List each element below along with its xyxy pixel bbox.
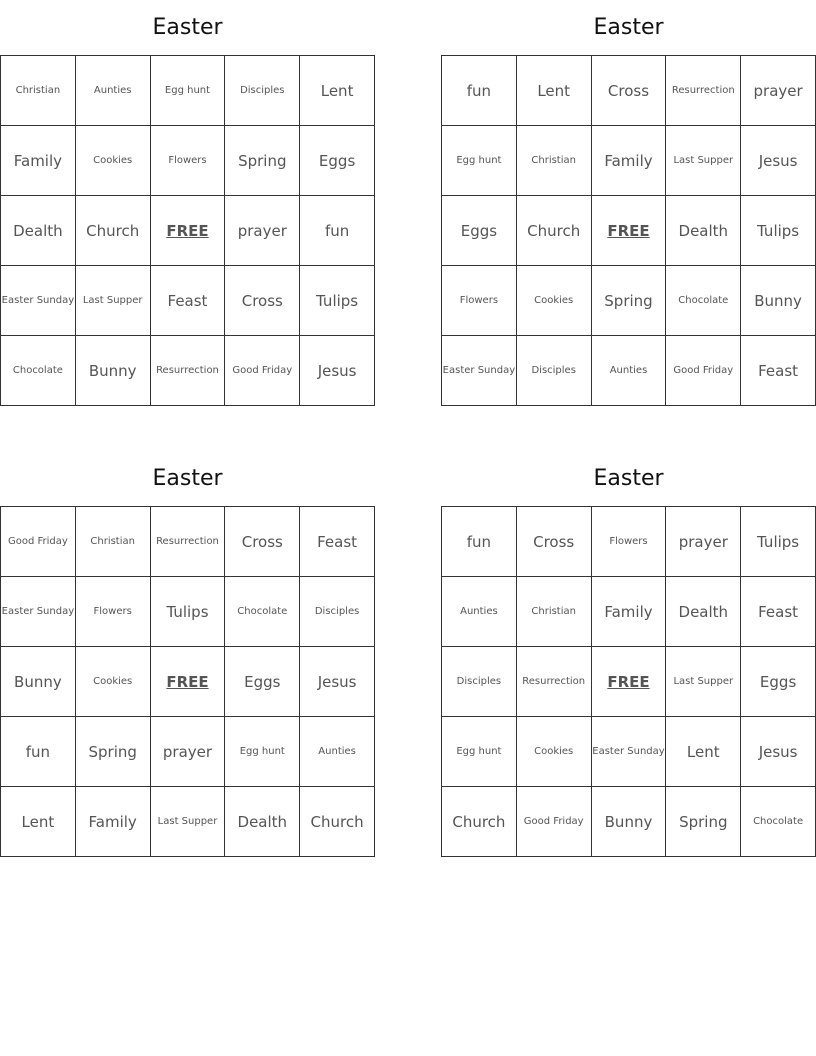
bingo-cell: Family — [592, 577, 667, 647]
bingo-cell: Eggs — [300, 126, 375, 196]
bingo-cell: Last Supper — [151, 787, 226, 857]
bingo-cell: Good Friday — [225, 336, 300, 406]
bingo-cell: Easter Sunday — [1, 577, 76, 647]
bingo-cell: Disciples — [300, 577, 375, 647]
bingo-cell: Resurrection — [151, 336, 226, 406]
bingo-cell: prayer — [225, 196, 300, 266]
bingo-cell: Church — [300, 787, 375, 857]
bingo-cell: prayer — [741, 56, 816, 126]
free-space-cell: FREE — [592, 647, 667, 717]
bingo-cell: Good Friday — [1, 507, 76, 577]
bingo-cell: Family — [76, 787, 151, 857]
bingo-cell: Aunties — [76, 56, 151, 126]
card-title: Easter — [593, 466, 664, 491]
bingo-cell: Resurrection — [666, 56, 741, 126]
bingo-cell: Lent — [300, 56, 375, 126]
bingo-cell: fun — [300, 196, 375, 266]
bingo-cell: Chocolate — [225, 577, 300, 647]
bingo-cell: Last Supper — [666, 126, 741, 196]
bingo-cell: Eggs — [225, 647, 300, 717]
bingo-cell: Spring — [592, 266, 667, 336]
bingo-cell: Spring — [76, 717, 151, 787]
card-title: Easter — [152, 15, 223, 40]
bingo-cell: Cross — [225, 266, 300, 336]
bingo-cell: Church — [517, 196, 592, 266]
bingo-cell: Dealth — [225, 787, 300, 857]
bingo-cell: Last Supper — [666, 647, 741, 717]
bingo-cell: Flowers — [76, 577, 151, 647]
bingo-cell: Lent — [666, 717, 741, 787]
bingo-cell: Bunny — [741, 266, 816, 336]
bingo-cell: Feast — [741, 577, 816, 647]
bingo-cell: Cross — [592, 56, 667, 126]
bingo-cell: fun — [1, 717, 76, 787]
free-space-cell: FREE — [592, 196, 667, 266]
bingo-cell: Egg hunt — [442, 126, 517, 196]
bingo-card-3 — [0, 451, 375, 857]
bingo-cell: Aunties — [592, 336, 667, 406]
bingo-cell: Flowers — [592, 507, 667, 577]
bingo-card-1 — [0, 0, 375, 406]
bingo-cell: prayer — [151, 717, 226, 787]
bingo-cell: Feast — [300, 507, 375, 577]
card-title: Easter — [152, 466, 223, 491]
bingo-cell: prayer — [666, 507, 741, 577]
bingo-cell: Cookies — [76, 126, 151, 196]
bingo-cell: Easter Sunday — [442, 336, 517, 406]
bingo-cell: fun — [442, 56, 517, 126]
bingo-cell: Disciples — [442, 647, 517, 717]
bingo-cell: Flowers — [151, 126, 226, 196]
bingo-cell: Easter Sunday — [592, 717, 667, 787]
bingo-cell: Family — [1, 126, 76, 196]
bingo-cell: Family — [592, 126, 667, 196]
bingo-cell: Jesus — [741, 717, 816, 787]
bingo-cell: Disciples — [517, 336, 592, 406]
bingo-grid — [0, 55, 375, 406]
bingo-cell: Chocolate — [1, 336, 76, 406]
free-space-cell: FREE — [151, 647, 226, 717]
card-title: Easter — [593, 15, 664, 40]
bingo-cell: Christian — [517, 577, 592, 647]
bingo-cell: Jesus — [741, 126, 816, 196]
bingo-cell: Egg hunt — [151, 56, 226, 126]
bingo-card-4 — [441, 451, 816, 857]
bingo-cell: Aunties — [442, 577, 517, 647]
bingo-cell: Resurrection — [517, 647, 592, 717]
bingo-card-2 — [441, 0, 816, 406]
bingo-cell: Lent — [1, 787, 76, 857]
bingo-cell: Christian — [76, 507, 151, 577]
bingo-cell: Last Supper — [76, 266, 151, 336]
bingo-cell: Good Friday — [517, 787, 592, 857]
bingo-cell: Easter Sunday — [1, 266, 76, 336]
bingo-cell: Feast — [151, 266, 226, 336]
bingo-cell: Disciples — [225, 56, 300, 126]
bingo-cell: Tulips — [741, 196, 816, 266]
bingo-grid — [0, 506, 375, 857]
bingo-cell: Tulips — [741, 507, 816, 577]
bingo-cell: Tulips — [151, 577, 226, 647]
bingo-cell: Chocolate — [741, 787, 816, 857]
bingo-grid — [441, 506, 816, 857]
bingo-cell: Cross — [517, 507, 592, 577]
bingo-cell: Christian — [1, 56, 76, 126]
bingo-cell: Good Friday — [666, 336, 741, 406]
bingo-cell: Spring — [225, 126, 300, 196]
bingo-cell: Bunny — [592, 787, 667, 857]
bingo-cell: Chocolate — [666, 266, 741, 336]
bingo-cell: Christian — [517, 126, 592, 196]
bingo-cell: Aunties — [300, 717, 375, 787]
bingo-cell: Feast — [741, 336, 816, 406]
bingo-cell: Tulips — [300, 266, 375, 336]
bingo-cell: Jesus — [300, 336, 375, 406]
bingo-cell: Church — [442, 787, 517, 857]
bingo-cell: Cookies — [517, 266, 592, 336]
bingo-cell: Eggs — [741, 647, 816, 717]
bingo-cell: Cross — [225, 507, 300, 577]
bingo-cell: fun — [442, 507, 517, 577]
bingo-cell: Lent — [517, 56, 592, 126]
free-space-cell: FREE — [151, 196, 226, 266]
bingo-cell: Eggs — [442, 196, 517, 266]
bingo-cell: Resurrection — [151, 507, 226, 577]
bingo-cell: Church — [76, 196, 151, 266]
bingo-cell: Jesus — [300, 647, 375, 717]
bingo-cell: Dealth — [666, 196, 741, 266]
bingo-cell: Egg hunt — [225, 717, 300, 787]
bingo-grid — [441, 55, 816, 406]
bingo-cell: Egg hunt — [442, 717, 517, 787]
bingo-cell: Dealth — [666, 577, 741, 647]
bingo-cell: Cookies — [76, 647, 151, 717]
bingo-cell: Bunny — [76, 336, 151, 406]
bingo-cell: Dealth — [1, 196, 76, 266]
bingo-cell: Flowers — [442, 266, 517, 336]
bingo-cell: Spring — [666, 787, 741, 857]
bingo-cell: Bunny — [1, 647, 76, 717]
bingo-cell: Cookies — [517, 717, 592, 787]
